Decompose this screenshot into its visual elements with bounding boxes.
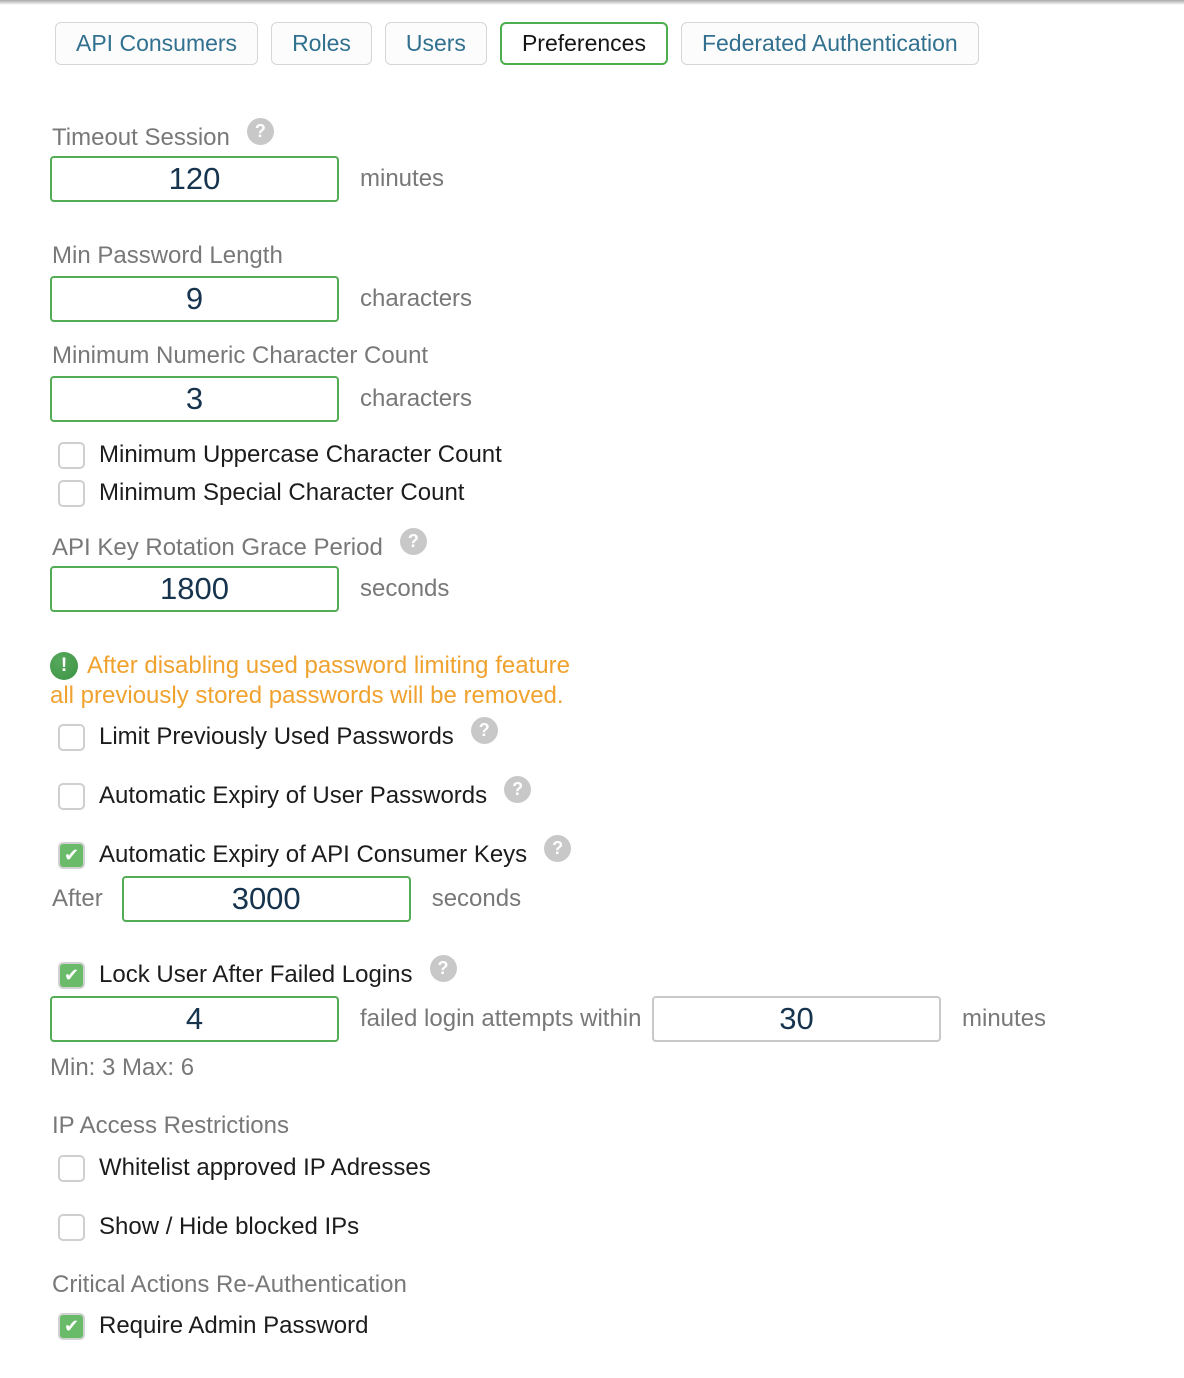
lockout-window-row — [652, 996, 1046, 1042]
ip-access-restrictions-heading: IP Access Restrictions — [52, 1112, 289, 1139]
check-icon: ✔ — [63, 1316, 80, 1336]
failed-login-attempts-row — [50, 996, 641, 1042]
lock-user-checkbox-row[interactable] — [58, 957, 457, 989]
tab-bar — [55, 22, 979, 65]
lockout-min-max-hint: Min: 3 Max: 6 — [50, 1054, 195, 1081]
whitelist-ips-checkbox-row[interactable] — [58, 1154, 431, 1182]
help-icon[interactable]: ? — [247, 118, 274, 145]
limit-prev-passwords-label: Limit Previously Used Passwords — [99, 723, 454, 750]
timeout-session-label-row — [52, 120, 274, 152]
require-admin-password-checkbox-row[interactable] — [58, 1312, 368, 1340]
timeout-session-label: Timeout Session — [52, 124, 230, 151]
min-numeric-count-label-row — [52, 342, 428, 370]
min-special-checkbox-row[interactable] — [58, 479, 464, 507]
tab-users[interactable]: Users — [385, 22, 487, 65]
unit-label: seconds — [360, 575, 450, 602]
check-icon: ✔ — [63, 965, 80, 985]
tab-roles[interactable]: Roles — [271, 22, 372, 65]
timeout-session-row — [50, 156, 444, 202]
top-shadow — [0, 0, 1184, 5]
failed-login-attempts-text: failed login attempts within — [360, 1005, 642, 1032]
failed-login-attempts-input[interactable] — [50, 996, 339, 1042]
limit-prev-passwords-checkbox-row[interactable] — [58, 719, 498, 751]
lock-user-label: Lock User After Failed Logins — [99, 961, 413, 988]
show-hide-blocked-ips-checkbox[interactable] — [58, 1214, 85, 1241]
min-password-length-label-row — [52, 242, 283, 270]
whitelist-ips-checkbox[interactable] — [58, 1155, 85, 1182]
show-hide-blocked-ips-label: Show / Hide blocked IPs — [99, 1213, 360, 1240]
password-limit-warning — [50, 651, 630, 711]
warning-text-line2: all previously stored passwords will be removed. — [50, 682, 564, 709]
api-key-rotation-input[interactable] — [50, 566, 339, 612]
limit-prev-passwords-checkbox[interactable] — [58, 724, 85, 751]
unit-label: characters — [360, 385, 473, 412]
tab-api-consumers[interactable]: API Consumers — [55, 22, 258, 65]
help-icon[interactable]: ? — [504, 776, 531, 803]
tab-federated-authentication[interactable]: Federated Authentication — [681, 22, 979, 65]
api-key-rotation-label-row — [52, 530, 427, 562]
min-password-length-input[interactable] — [50, 276, 339, 322]
min-password-length-label: Min Password Length — [52, 242, 283, 269]
require-admin-password-label: Require Admin Password — [99, 1312, 369, 1339]
critical-actions-heading: Critical Actions Re-Authentication — [52, 1271, 407, 1298]
check-icon: ✔ — [63, 845, 80, 865]
min-numeric-count-row — [50, 376, 472, 422]
auto-expiry-api-keys-checkbox[interactable] — [58, 842, 85, 869]
api-key-rotation-row — [50, 566, 449, 612]
timeout-session-input[interactable] — [50, 156, 339, 202]
help-icon[interactable]: ? — [430, 955, 457, 982]
min-special-label: Minimum Special Character Count — [99, 479, 465, 506]
auto-expiry-user-passwords-checkbox-row[interactable] — [58, 778, 531, 810]
help-icon[interactable]: ? — [400, 528, 427, 555]
warning-icon: ! — [50, 652, 78, 680]
api-key-expiry-row — [52, 876, 521, 922]
tab-preferences[interactable]: Preferences — [500, 22, 668, 65]
lockout-window-minutes-input[interactable] — [652, 996, 941, 1042]
help-icon[interactable]: ? — [544, 835, 571, 862]
min-uppercase-checkbox[interactable] — [58, 442, 85, 469]
min-uppercase-label: Minimum Uppercase Character Count — [99, 441, 502, 468]
warning-text-line1: After disabling used password limiting feature — [87, 652, 570, 679]
unit-label: minutes — [962, 1005, 1047, 1032]
auto-expiry-api-keys-checkbox-row[interactable] — [58, 837, 571, 869]
auto-expiry-user-passwords-label: Automatic Expiry of User Passwords — [99, 782, 488, 809]
auto-expiry-user-passwords-checkbox[interactable] — [58, 783, 85, 810]
api-key-rotation-label: API Key Rotation Grace Period — [52, 534, 383, 561]
unit-label: seconds — [431, 885, 522, 912]
unit-label: characters — [360, 285, 473, 312]
show-hide-blocked-ips-checkbox-row[interactable] — [58, 1213, 359, 1241]
auto-expiry-api-keys-label: Automatic Expiry of API Consumer Keys — [99, 841, 528, 868]
min-numeric-count-input[interactable] — [50, 376, 339, 422]
help-icon[interactable]: ? — [471, 717, 498, 744]
whitelist-ips-label: Whitelist approved IP Adresses — [99, 1154, 431, 1181]
api-key-expiry-after-input[interactable] — [122, 876, 411, 922]
unit-label: minutes — [360, 165, 445, 192]
min-uppercase-checkbox-row[interactable] — [58, 441, 502, 469]
min-password-length-row — [50, 276, 472, 322]
require-admin-password-checkbox[interactable] — [58, 1313, 85, 1340]
min-special-checkbox[interactable] — [58, 480, 85, 507]
min-numeric-count-label: Minimum Numeric Character Count — [52, 342, 429, 369]
after-label: After — [52, 885, 103, 912]
lock-user-checkbox[interactable] — [58, 962, 85, 989]
